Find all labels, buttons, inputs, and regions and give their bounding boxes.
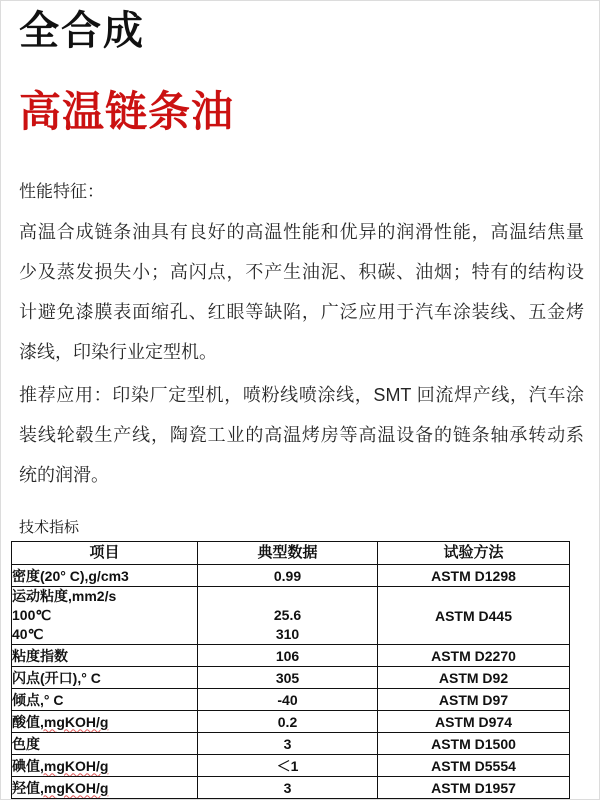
applications-line: 推荐应用：印染厂定型机，喷粉线喷涂线，SMT 回流焊产线，汽车涂 [19,385,584,405]
spec-method-cell: ASTM D1957 [378,777,570,799]
spec-name-line: 40℃ [12,626,44,642]
table-row [12,689,570,711]
spec-name-unit: ,mgKOH/g [40,713,109,730]
table-row [12,711,570,733]
spec-name-cell [12,587,198,645]
header-test-method: 试验方法 [378,542,570,565]
features-line: 高温合成链条油具有良好的高温性能和优异的润滑性能，高温结焦量 [19,222,584,242]
spec-name-line: 100℃ [12,607,52,623]
spec-method-cell: ASTM D5554 [378,755,570,777]
product-title-line2: 高温链条油 [19,88,235,135]
spec-name-cell [12,777,198,799]
applications-line: 装线轮毂生产线，陶瓷工业的高温烤房等高温设备的链条轴承转动系 [19,425,584,445]
table-row [12,667,570,689]
spec-name-text: 羟值 [12,779,40,796]
spec-value-cell: ＜1 [198,755,378,777]
table-row [12,777,570,799]
spec-header-row [12,542,570,565]
spec-value-cell: 0.2 [198,711,378,733]
product-title-line1: 全合成 [19,9,145,53]
header-item: 项目 [12,542,198,565]
spec-name-text: 酸值 [12,713,40,730]
spec-name-cell [12,755,198,777]
features-line: 少及蒸发损失小；高闪点，不产生油泥、积碳、油烟；特有的结构设 [19,262,584,282]
table-row [12,645,570,667]
table-row [12,565,570,587]
spec-name-cell: 闪点(开口),° C [12,667,198,689]
spec-method-cell: ASTM D974 [378,711,570,733]
spec-value-line [198,587,377,606]
spec-value-cell: -40 [198,689,378,711]
features-line: 计避免漆膜表面缩孔、红眼等缺陷，广泛应用于汽车涂装线、五金烤 [19,302,584,322]
spec-value-line: 25.6 [273,607,302,623]
spec-value-cell: 0.99 [198,565,378,587]
spec-table-heading: 技术指标 [19,519,80,536]
table-row [12,587,570,645]
applications-line: 统的润滑。 [19,465,109,485]
spec-method-cell: ASTM D1500 [378,733,570,755]
table-row [12,733,570,755]
table-row [12,755,570,777]
spec-method-cell: ASTM D97 [378,689,570,711]
spec-table [11,541,570,799]
applications-paragraph [19,375,584,495]
spec-name-cell: 倾点,° C [12,689,198,711]
spec-value-cell: 3 [198,733,378,755]
spec-value-cell [198,587,378,645]
spec-name-cell: 密度(20° C),g/cm3 [12,565,198,587]
spec-name-cell [12,711,198,733]
spec-name-cell: 粘度指数 [12,645,198,667]
features-line: 漆线，印染行业定型机。 [19,342,217,362]
spec-name-cell: 色度 [12,733,198,755]
spec-name-text: 碘值 [12,757,40,774]
spec-name-unit: ,mgKOH/g [40,779,109,796]
spec-value-cell: 106 [198,645,378,667]
features-heading: 性能特征： [19,182,104,201]
spec-method-cell: ASTM D92 [378,667,570,689]
header-typical-data: 典型数据 [198,542,378,565]
spec-name-unit: ,mgKOH/g [40,757,109,774]
spec-method-cell: ASTM D2270 [378,645,570,667]
spec-value-cell: 3 [198,777,378,799]
features-paragraph [19,212,584,372]
spec-value-line: 310 [275,626,300,642]
spec-name-line: 运动粘度,mm2/s [12,588,117,604]
spec-value-cell: 305 [198,667,378,689]
spec-method-cell: ASTM D1298 [378,565,570,587]
spec-method-cell: ASTM D445 [378,587,570,645]
